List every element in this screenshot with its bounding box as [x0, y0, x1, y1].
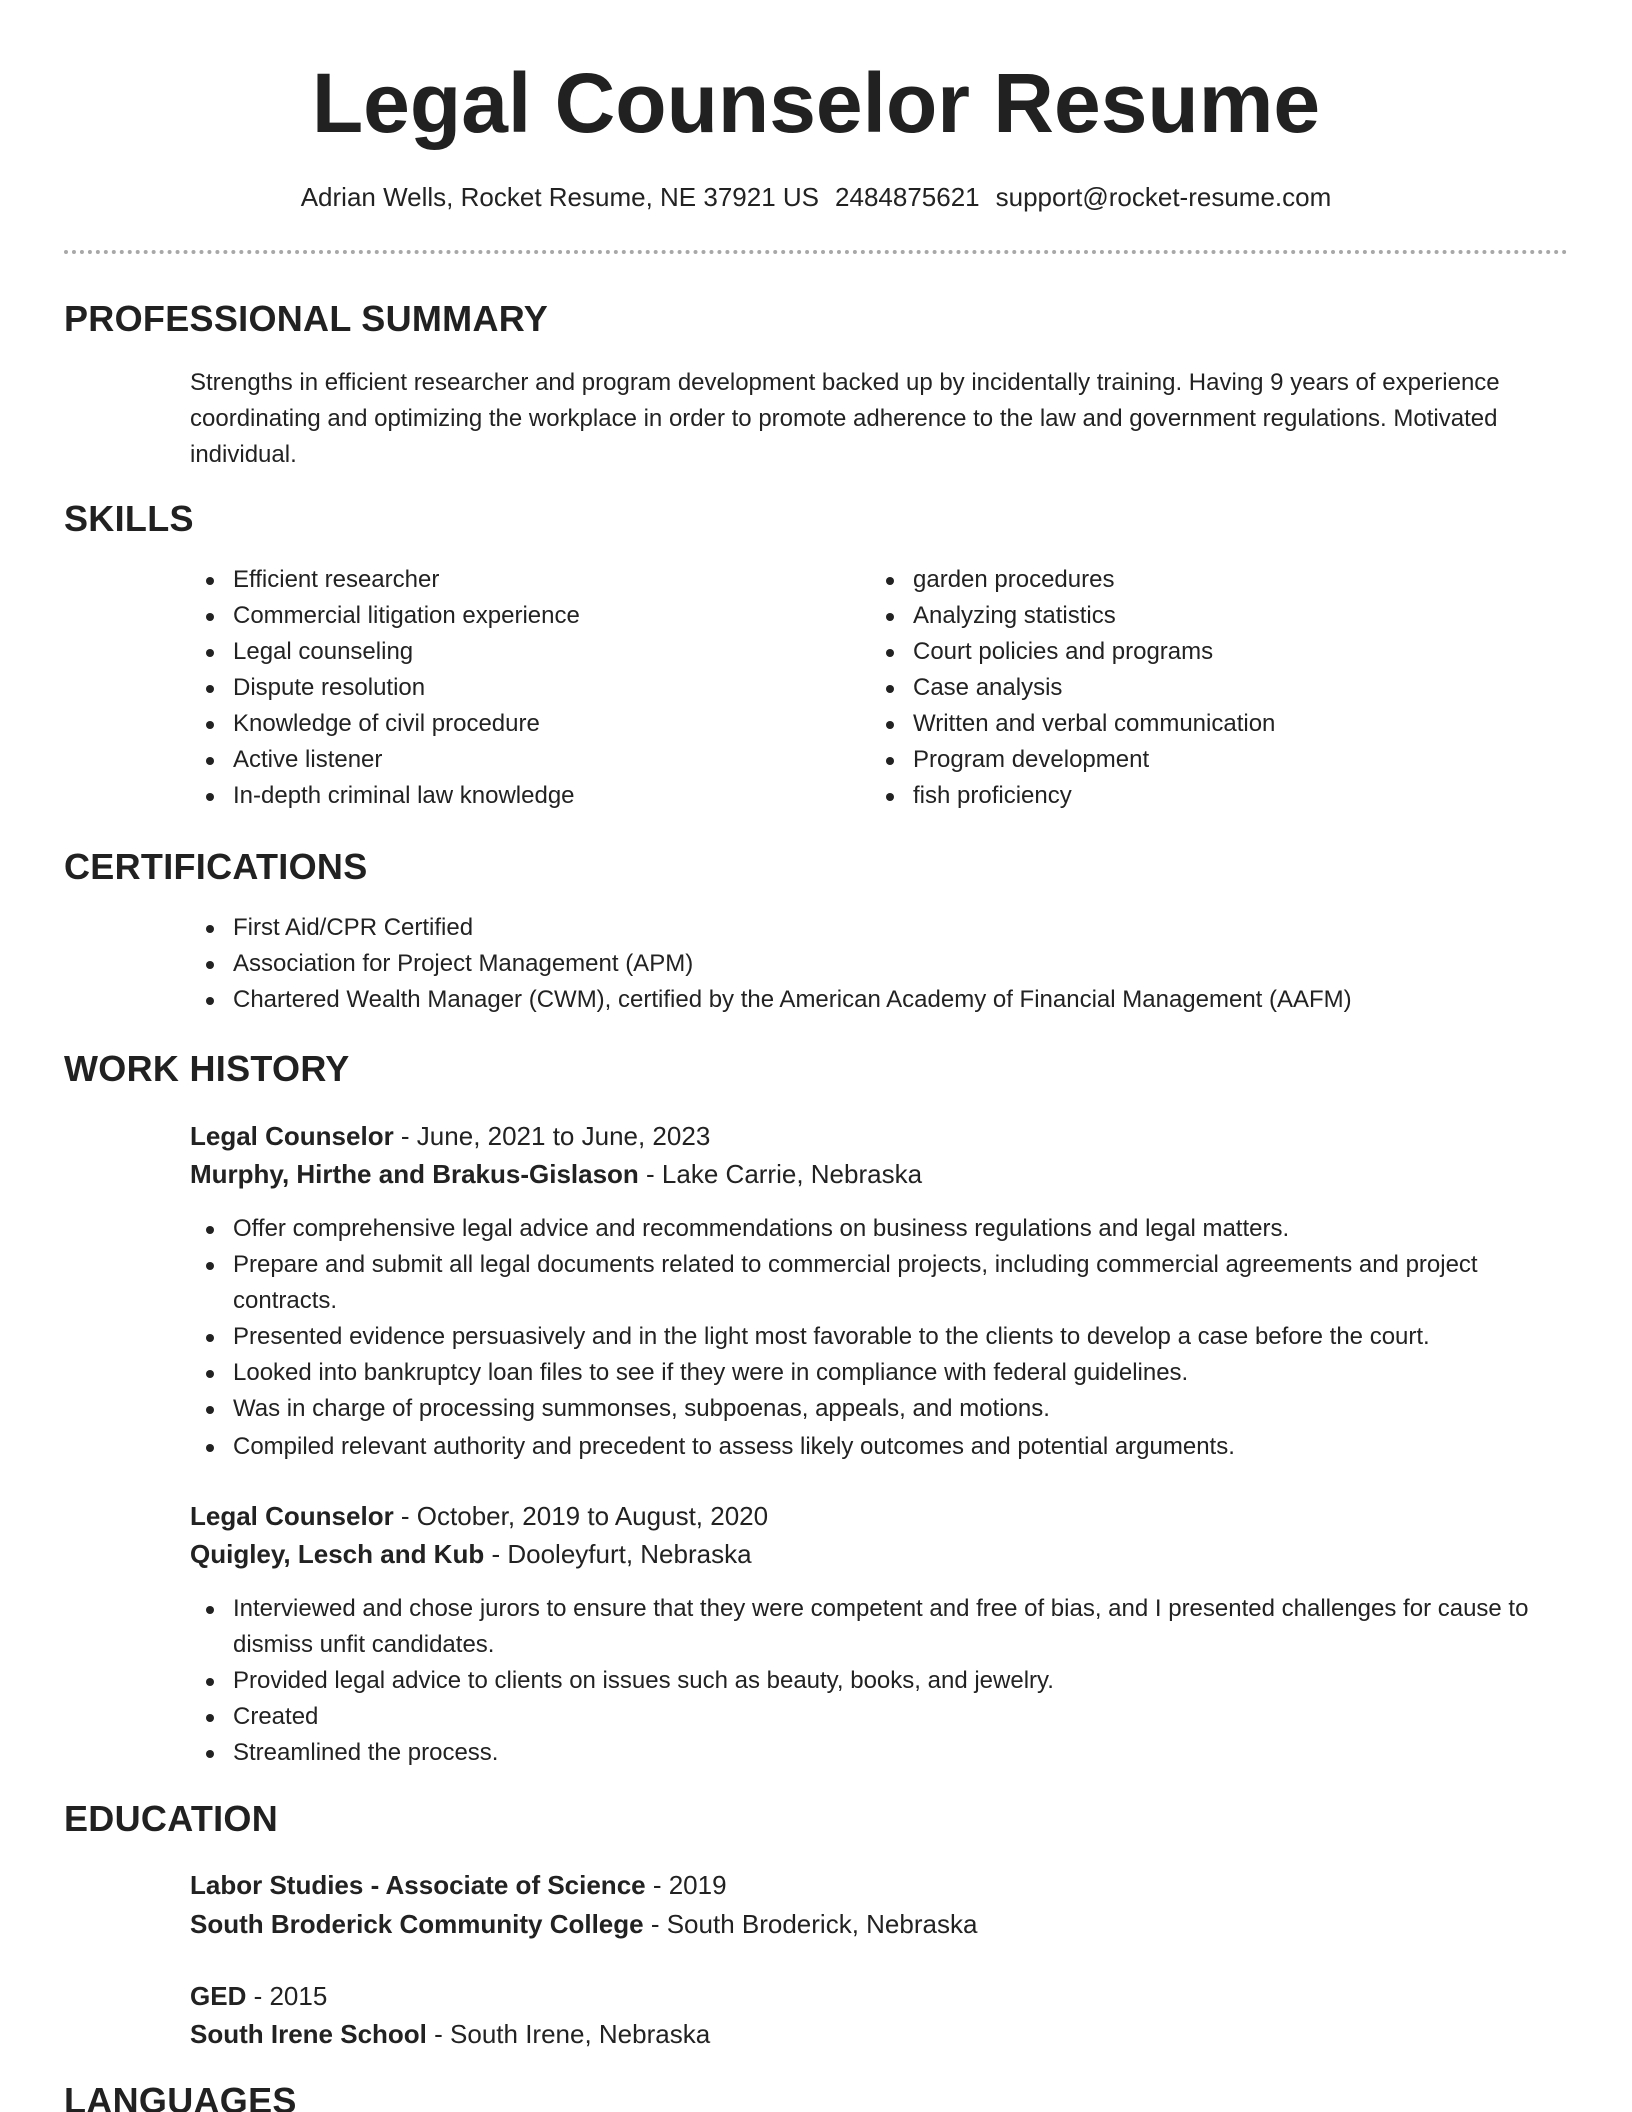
education-location: - South Irene, Nebraska — [426, 2019, 711, 2049]
job-dates: - June, 2021 to June, 2023 — [393, 1121, 711, 1151]
job-company-line — [190, 1535, 752, 1573]
contact-line — [0, 182, 1632, 213]
contact-email: support@rocket-resume.com — [995, 182, 1332, 212]
section-heading-work-history: WORK HISTORY — [64, 1048, 350, 1089]
job-bullet: Provided legal advice to clients on issues such as beauty, books, and jewelry. — [190, 1663, 1570, 1699]
job-company: Murphy, Hirthe and Brakus-Gislason — [190, 1159, 639, 1189]
job-bullet: Was in charge of processing summonses, subpoenas, appeals, and motions. — [190, 1391, 1570, 1427]
header-divider — [64, 250, 1568, 254]
skill-item: fish proficiency — [870, 778, 1570, 814]
job-dates: - October, 2019 to August, 2020 — [393, 1501, 769, 1531]
education-degree: GED — [190, 1981, 247, 2011]
skill-item: Active listener — [190, 742, 830, 778]
summary-text: Strengths in efficient researcher and program development backed up by incidentally training. Having 9 years of experience coordinating and optimizing the workplace in order to promote adherence to the law and government regulations. Motivated individual. — [190, 369, 1500, 468]
skill-item: Legal counseling — [190, 634, 830, 670]
certification-item: Association for Project Management (APM) — [190, 946, 1590, 982]
skill-item: Analyzing statistics — [870, 598, 1570, 634]
page-title: Legal Counselor Resume — [311, 56, 1321, 150]
job-bullet: Created — [190, 1699, 1570, 1735]
skill-item: In-depth criminal law knowledge — [190, 778, 830, 814]
contact-phone: 2484875621 — [835, 182, 980, 212]
education-degree-line — [190, 1977, 327, 2015]
job-bullet: Compiled relevant authority and precedent to assess likely outcomes and potential arguments. — [190, 1429, 1570, 1465]
job-bullet: Looked into bankruptcy loan files to see if they were in compliance with federal guidelines. — [190, 1355, 1570, 1391]
skill-item: Dispute resolution — [190, 670, 830, 706]
job-title-line — [190, 1117, 710, 1155]
skill-item: Commercial litigation experience — [190, 598, 830, 634]
skill-item: Written and verbal communication — [870, 706, 1570, 742]
job-bullets — [190, 1591, 1570, 1771]
certification-item: First Aid/CPR Certified — [190, 910, 1590, 946]
skill-item: Knowledge of civil procedure — [190, 706, 830, 742]
skill-item: garden procedures — [870, 562, 1570, 598]
section-heading-summary: PROFESSIONAL SUMMARY — [64, 298, 549, 339]
job-company: Quigley, Lesch and Kub — [190, 1539, 485, 1569]
job-company-line — [190, 1155, 922, 1193]
job-bullet: Prepare and submit all legal documents related to commercial projects, including commercial agreements and project contracts. — [190, 1247, 1570, 1319]
skill-item: Efficient researcher — [190, 562, 830, 598]
job-bullet: Offer comprehensive legal advice and recommendations on business regulations and legal matters. — [190, 1211, 1570, 1247]
job-title: Legal Counselor — [190, 1501, 394, 1531]
skill-item: Case analysis — [870, 670, 1570, 706]
skill-item: Court policies and programs — [870, 634, 1570, 670]
education-year: - 2015 — [246, 1981, 328, 2011]
certifications-list — [190, 910, 1590, 1018]
section-heading-skills: SKILLS — [64, 498, 194, 539]
contact-address: Adrian Wells, Rocket Resume, NE 37921 US — [300, 182, 820, 212]
education-school-line — [190, 1905, 977, 1943]
job-title: Legal Counselor — [190, 1121, 394, 1151]
job-bullets — [190, 1211, 1570, 1465]
education-degree-line — [190, 1866, 727, 1904]
section-heading-certifications: CERTIFICATIONS — [64, 846, 368, 887]
job-location: - Lake Carrie, Nebraska — [638, 1159, 923, 1189]
education-location: - South Broderick, Nebraska — [643, 1909, 978, 1939]
education-degree: Labor Studies - Associate of Science — [190, 1870, 646, 1900]
job-bullet: Streamlined the process. — [190, 1735, 1570, 1771]
section-heading-languages: LANGUAGES — [64, 2080, 297, 2112]
job-title-line — [190, 1497, 768, 1535]
skills-list-right — [870, 562, 1570, 814]
education-year: - 2019 — [645, 1870, 727, 1900]
education-school: South Irene School — [190, 2019, 427, 2049]
job-bullet: Presented evidence persuasively and in the light most favorable to the clients to develop a case before the court. — [190, 1319, 1570, 1355]
skills-list-left — [190, 562, 830, 814]
job-bullet: Interviewed and chose jurors to ensure that they were competent and free of bias, and I presented challenges for cause to dismiss unfit candidates. — [190, 1591, 1570, 1663]
education-school: South Broderick Community College — [190, 1909, 644, 1939]
skill-item: Program development — [870, 742, 1570, 778]
section-heading-education: EDUCATION — [64, 1798, 279, 1839]
job-location: - Dooleyfurt, Nebraska — [484, 1539, 752, 1569]
certification-item: Chartered Wealth Manager (CWM), certified by the American Academy of Financial Management (AAFM) — [190, 982, 1590, 1018]
education-school-line — [190, 2015, 710, 2053]
